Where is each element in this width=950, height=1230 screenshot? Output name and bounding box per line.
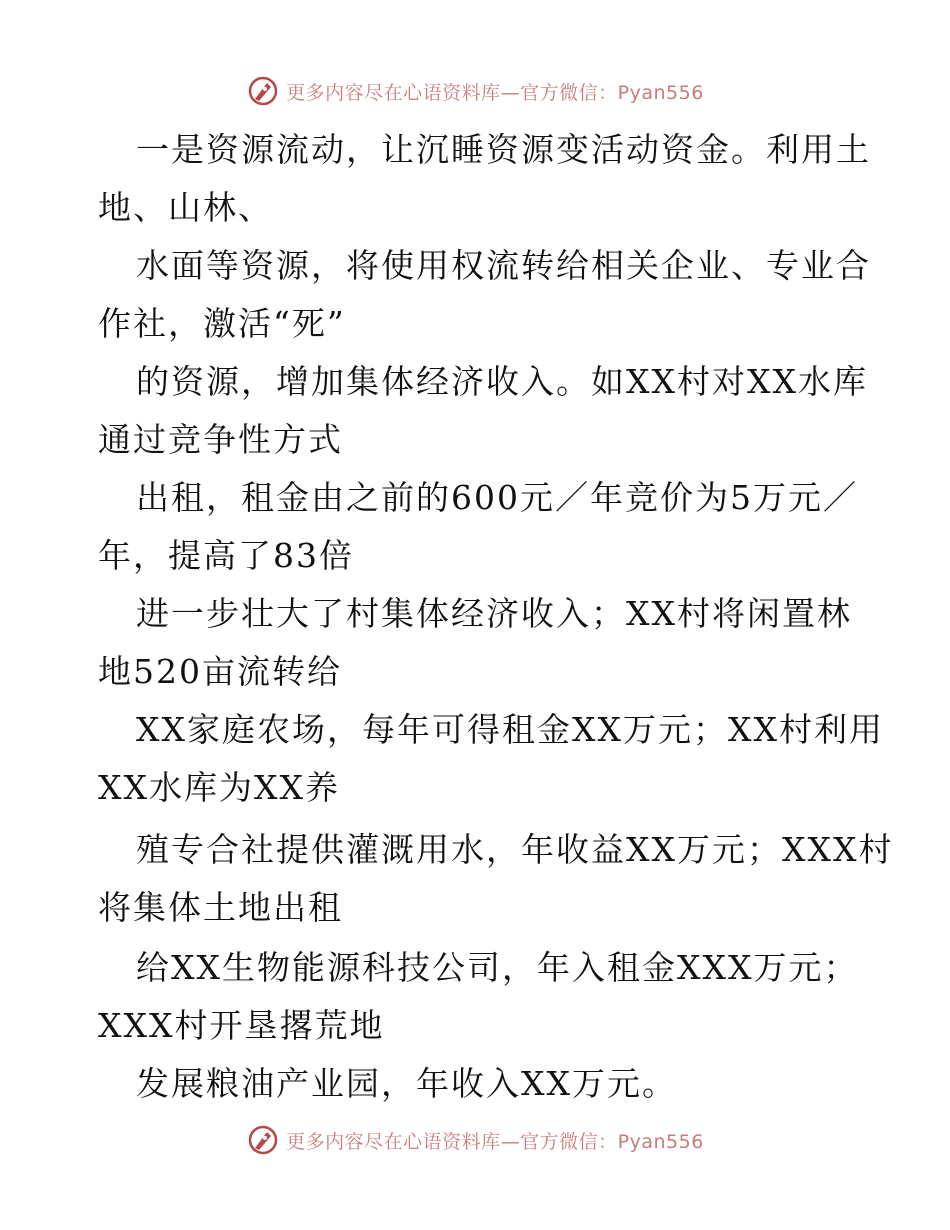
text-line: XX水库为XX养 [98,768,340,807]
pen-nib-logo-icon [246,1123,280,1157]
watermark-text: 更多内容尽在心语资料库—官方微信：Pyan556 [286,81,704,104]
watermark-text: 更多内容尽在心语资料库—官方微信：Pyan556 [286,1130,704,1153]
header-watermark [0,71,950,111]
text-line: 水面等资源，将使用权流转给相关企业、专业合 [136,246,871,285]
text-line: 出租，租金由之前的600元／年竞价为5万元／ [136,478,858,517]
text-line: 将集体土地出租 [98,888,343,927]
text-line: XXX村开垦撂荒地 [98,1006,385,1045]
text-line: 作社，激活“死” [98,304,346,343]
text-line: 地520亩流转给 [98,652,342,691]
text-line: 通过竞争性方式 [98,420,343,459]
text-line: 一是资源流动，让沉睡资源变活动资金。利用土 [136,130,871,169]
text-line: 进一步壮大了村集体经济收入；XX村将闲置林 [136,594,852,633]
text-line: 的资源，增加集体经济收入。如XX村对XX水库 [136,362,868,401]
pen-nib-logo-icon [246,74,280,108]
text-line: 给XX生物能源科技公司，年入租金XXX万元； [136,948,859,987]
text-line: 殖专合社提供灌溉用水，年收益XX万元；XXX村 [136,830,894,869]
text-line: 地、山林、 [98,188,273,227]
text-line: 发展粮油产业园，年收入XX万元。 [136,1064,677,1103]
text-line: XX家庭农场，每年可得租金XX万元；XX村利用 [136,710,884,749]
text-line: 年，提高了83倍 [98,536,354,575]
footer-watermark [0,1120,950,1160]
